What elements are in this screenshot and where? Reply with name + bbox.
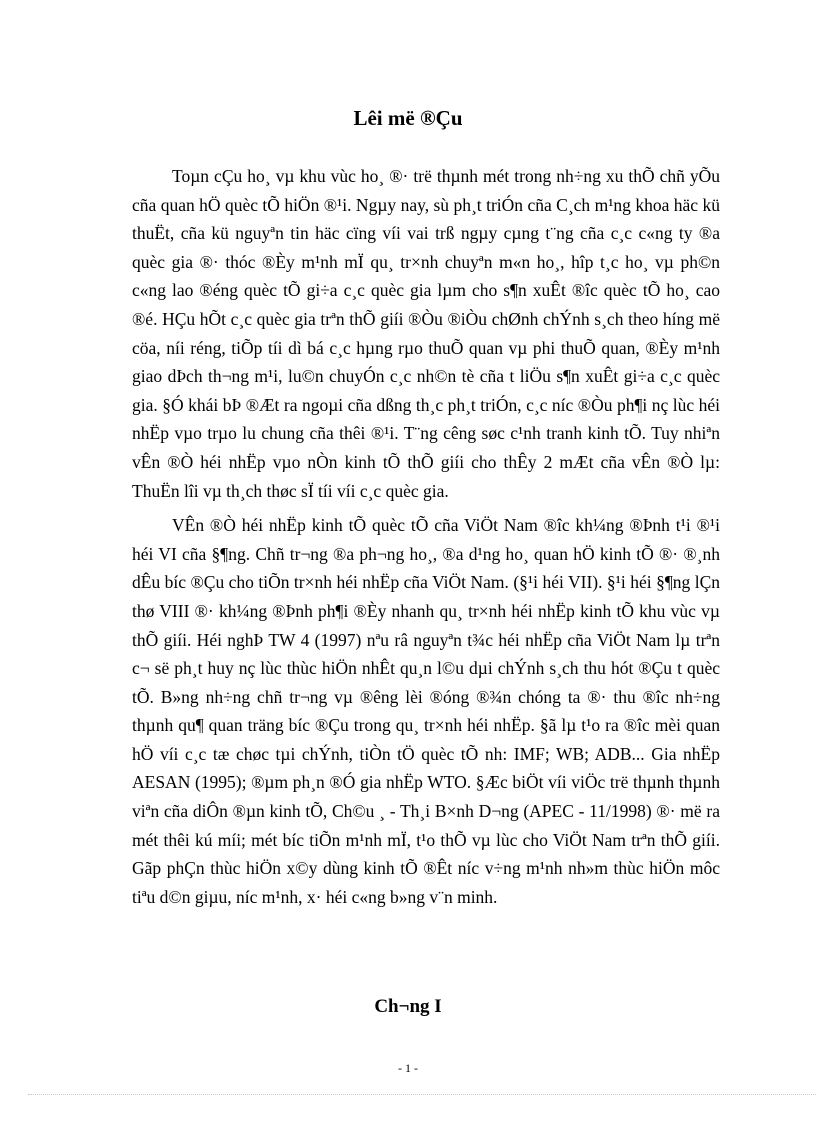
page-divider bbox=[28, 1094, 816, 1095]
page-title: Lêi më ®Çu bbox=[353, 106, 463, 130]
paragraph-2: VÊn ®Ò héi nhËp kinh tÕ quèc tÕ cña ViÖt Nam ®îc kh¼ng ®Þnh t¹i ®¹i héi VI cña §¶ng. Chñ tr¬ng ®a ph¬ng ho¸, ®a d¹ng ho¸ quan hÖ kinh tÕ ®· ®¸nh dÊu bíc ®Çu cho tiÕn tr×nh héi nhËp cña ViÖt Nam. (§¹i héi VII). §¹i héi §¶ng lÇn thø VIII ®· kh¼ng ®Þnh ph¶i ®Èy nhanh qu¸ tr×nh héi nhËp kinh tÕ khu vùc vµ thÕ giíi. Héi nghÞ TW 4 (1997) nªu râ nguyªn t¾c héi nhËp cña ViÖt Nam lµ trªn c¬ së ph¸t huy nç lùc thùc hiÖn nhÊt qu¸n l©u dµi chÝnh s¸ch thu hót ®Çu t quèc tÕ. B»ng nh÷ng chñ tr¬ng vµ ®êng lèi ®óng ®¾n chóng ta ®· thu ®îc nh÷ng thµnh qu¶ quan träng bíc ®Çu trong qu¸ tr×nh héi nhËp. §ã lµ t¹o ra ®îc mèi quan hÖ víi c¸c tæ chøc tµi chÝnh, tiÒn tÖ quèc tÕ nh: IMF; WB; ADB... Gia nhËp AESAN (1995); ®µm ph¸n ®Ó gia nhËp WTO. §Æc biÖt víi viÖc trë thµnh thµnh viªn cña diÔn ®µn kinh tÕ, Ch©u ¸ - Th¸i B×nh D¬ng (APEC - 11/1998) ®· më ra mét thêi kú míi; mét bíc tiÕn m¹nh mÏ, t¹o thÕ vµ lùc cho ViÖt Nam trªn thÕ giíi. Gãp phÇn thùc hiÖn x©y dùng kinh tÕ ®Êt níc v÷ng m¹nh nh»m thùc hiÖn môc tiªu d©n giµu, níc m¹nh, x· héi c«ng b»ng v¨n minh. bbox=[132, 515, 720, 907]
page-number: - 1 - bbox=[398, 1061, 418, 1075]
body-text bbox=[132, 162, 720, 911]
chapter-heading: Ch¬ng I bbox=[374, 996, 442, 1017]
paragraph-1: Toµn cÇu ho¸ vµ khu vùc ho¸ ®· trë thµnh mét trong nh÷ng xu thÕ chñ yÕu cña quan hÖ quèc tÕ hiÖn ®¹i. Ngµy nay, sù ph¸t triÓn cña C¸ch m¹ng khoa häc kü thuËt, cña kü nguyªn tin häc cïng víi vai trß ngµy cµng t¨ng cña c¸c c«ng ty ®a quèc gia ®· thóc ®Èy m¹nh mÏ qu¸ tr×nh chuyªn m«n ho¸, hîp t¸c ho¸ vµ ph©n c«ng lao ®éng quèc tÕ gi÷a c¸c quèc gia lµm cho s¶n xuÊt ®îc quèc tÕ ho¸ cao ®é. HÇu hÕt c¸c quèc gia trªn thÕ giíi ®Òu ®iÒu chØnh chÝnh s¸ch theo híng më cöa, níi réng, tiÕp tíi dì bá c¸c hµng rµo thuÕ quan vµ phi thuÕ quan, ®Èy m¹nh giao dÞch th¬ng m¹i, lu©n chuyÓn c¸c nh©n tè cña t liÖu s¶n xuÊt gi÷a c¸c quèc gia. §Ó khái bÞ ®Æt ra ngoµi cña dßng th¸c ph¸t triÓn, c¸c níc ®Òu ph¶i nç lùc héi nhËp vµo trµo lu chung cña thêi ®¹i. T¨ng cêng søc c¹nh tranh kinh tÕ. Tuy nhiªn vÊn ®Ò héi nhËp vµo nÒn kinh tÕ thÕ giíi cho thÊy 2 mÆt cña vÊn ®Ò lµ: ThuËn lîi vµ th¸ch thøc sÏ tíi víi c¸c quèc gia. bbox=[132, 166, 720, 501]
